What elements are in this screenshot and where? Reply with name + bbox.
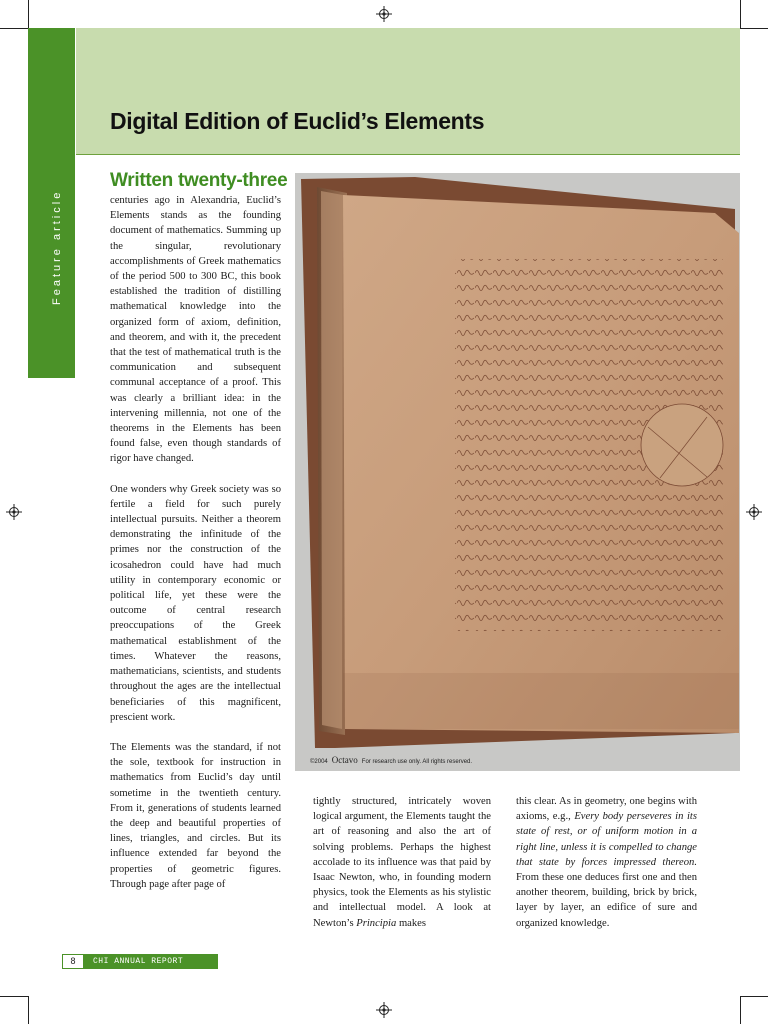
emphasis-text: Principia	[356, 917, 397, 929]
text-run: From these one deduces first one and then another theorem, building, brick by brick, layer by layer, an edifice of sure and organized knowledge.	[516, 872, 697, 929]
manuscript-photo	[295, 173, 740, 771]
article-column-1	[110, 193, 281, 892]
crop-mark-top-left-h	[0, 28, 28, 29]
article-column-2	[313, 794, 491, 931]
paragraph	[313, 794, 491, 931]
photo-caption	[310, 755, 472, 765]
caption-brand: Octavo	[331, 755, 358, 765]
text-run: this clear. As in geometry, one begins with axioms, e.g.,	[516, 796, 697, 823]
registration-mark-icon	[376, 1002, 392, 1018]
crop-mark-top-right-h	[740, 28, 768, 29]
crop-mark-bottom-right-v	[740, 996, 741, 1024]
crop-mark-bottom-left-h	[0, 996, 28, 997]
paragraph: The Elements was the standard, if not the sole, textbook for instruction in mathematics from Euclid’s day until sometime in the twentieth century. From it, generations of students learned the deep and beautiful properties of lines, triangles, and circles. But its influence extended far beyond the properties of geometric figures. Through page after page of	[110, 741, 281, 890]
text-run: tightly structured, intricately woven logical argument, the Elements taught the art of reasoning and also the art of solving problems. Perhaps the highest accolade to its influence was that paid by Isaac Newton, who, in founding modern physics, took the Elements as his stylistic and intellectual model. A look at Newton’s	[313, 796, 491, 929]
paragraph	[516, 794, 697, 931]
emphasis-text: Every body perseveres in its state of rest, or of uniform motion in a right line, unless it is compelled to change that state by forces impressed thereon.	[516, 811, 697, 868]
header-band	[76, 28, 740, 154]
caption-note: For research use only. All rights reserved.	[361, 759, 473, 765]
registration-mark-icon	[746, 504, 762, 520]
crop-mark-top-left-v	[28, 0, 29, 28]
publication-name: CHI ANNUAL REPORT	[84, 954, 218, 969]
registration-mark-icon	[6, 504, 22, 520]
crop-mark-bottom-right-h	[740, 996, 768, 997]
registration-mark-icon	[376, 6, 392, 22]
page-title: Digital Edition of Euclid’s Elements	[110, 108, 485, 134]
manuscript-illustration	[295, 173, 740, 771]
lead-in-heading: Written twenty-three	[110, 170, 288, 191]
section-label: Feature article	[51, 189, 63, 305]
header-rule	[76, 154, 740, 155]
crop-mark-top-right-v	[740, 0, 741, 28]
page-number: 8	[62, 954, 84, 969]
caption-year: ©2004	[310, 759, 328, 765]
paragraph: centuries ago in Alexandria, Euclid’s Elements stands as the founding document of mathematics. Summing up the singular, revolutionary accomplishments of Greek mathematics of the period 500 to 300 BC, this book established the tradition of distilling mathematical knowledge into the organized form of axiom, definition, and theorem, and with it, the precedent that the test of mathematical truth is the communication and subsequent communal acceptance of a proof. This was clearly a brilliant idea: in the intervening millennia, not one of the theorems in the Elements has been found false, even though standards of rigor have changed.	[110, 195, 281, 465]
paragraph: One wonders why Greek society was so fertile a field for such purely intellectual pursuits. Neither a theorem demonstrating the infinitude of the primes nor the construction of the icosahedron could have had much utility in contemporary economic or political life, yet these were the outcome of central research preoccupations of the Greek mathematical establishment of the times. Whatever the reasons, mathematicians, scientists, and students throughout the ages are the intellectual beneficiaries of this magnificent, prescient work.	[110, 483, 281, 723]
article-column-3	[516, 794, 697, 931]
text-run: makes	[396, 917, 427, 929]
crop-mark-bottom-left-v	[28, 996, 29, 1024]
